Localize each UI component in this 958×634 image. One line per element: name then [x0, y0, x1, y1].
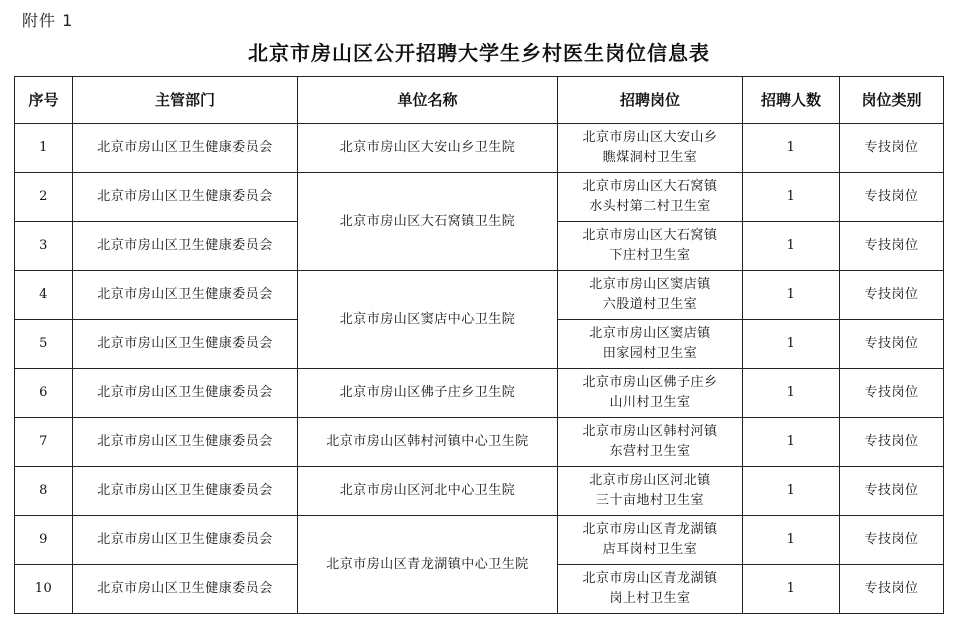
cell-count: 1	[743, 173, 840, 222]
cell-position	[558, 271, 743, 320]
header-unit: 单位名称	[298, 77, 558, 124]
cell-unit: 北京市房山区窦店中心卫生院	[298, 271, 558, 369]
table-header-row	[15, 77, 944, 124]
position-line-2: 岗上村卫生室	[609, 591, 691, 606]
position-line-2: 瞧煤洞村卫生室	[602, 150, 698, 165]
cell-unit: 北京市房山区大石窝镇卫生院	[298, 173, 558, 271]
position-line-1: 北京市房山区大石窝镇	[582, 179, 718, 194]
cell-seq: 1	[15, 124, 73, 173]
cell-count: 1	[743, 271, 840, 320]
cell-seq: 4	[15, 271, 73, 320]
cell-department: 北京市房山区卫生健康委员会	[73, 320, 298, 369]
positions-table	[14, 76, 944, 614]
position-line-1: 北京市房山区青龙湖镇	[582, 522, 718, 537]
cell-category: 专技岗位	[840, 516, 944, 565]
position-line-2: 店耳岗村卫生室	[602, 542, 698, 557]
cell-position	[558, 516, 743, 565]
cell-unit: 北京市房山区大安山乡卫生院	[298, 124, 558, 173]
cell-department: 北京市房山区卫生健康委员会	[73, 271, 298, 320]
cell-category: 专技岗位	[840, 467, 944, 516]
position-line-2: 三十亩地村卫生室	[595, 493, 704, 508]
position-line-1: 北京市房山区佛子庄乡	[582, 375, 718, 390]
cell-department: 北京市房山区卫生健康委员会	[73, 369, 298, 418]
cell-unit: 北京市房山区韩村河镇中心卫生院	[298, 418, 558, 467]
cell-position	[558, 467, 743, 516]
cell-count: 1	[743, 320, 840, 369]
position-line-1: 北京市房山区窦店镇	[589, 326, 711, 341]
cell-seq: 5	[15, 320, 73, 369]
cell-position	[558, 418, 743, 467]
cell-seq: 6	[15, 369, 73, 418]
header-count: 招聘人数	[743, 77, 840, 124]
cell-seq: 3	[15, 222, 73, 271]
table-row	[15, 271, 944, 320]
cell-count: 1	[743, 369, 840, 418]
table-row	[15, 467, 944, 516]
header-position: 招聘岗位	[558, 77, 743, 124]
cell-position	[558, 222, 743, 271]
cell-department: 北京市房山区卫生健康委员会	[73, 467, 298, 516]
cell-unit: 北京市房山区青龙湖镇中心卫生院	[298, 516, 558, 614]
header-category: 岗位类别	[840, 77, 944, 124]
position-line-1: 北京市房山区河北镇	[589, 473, 711, 488]
cell-category: 专技岗位	[840, 222, 944, 271]
annex-label: 附件 1	[22, 11, 74, 30]
cell-count: 1	[743, 467, 840, 516]
table-row	[15, 418, 944, 467]
cell-count: 1	[743, 418, 840, 467]
cell-position	[558, 320, 743, 369]
cell-category: 专技岗位	[840, 124, 944, 173]
cell-department: 北京市房山区卫生健康委员会	[73, 124, 298, 173]
cell-unit: 北京市房山区佛子庄乡卫生院	[298, 369, 558, 418]
cell-department: 北京市房山区卫生健康委员会	[73, 418, 298, 467]
cell-category: 专技岗位	[840, 565, 944, 614]
position-line-2: 下庄村卫生室	[609, 248, 691, 263]
position-line-1: 北京市房山区窦店镇	[589, 277, 711, 292]
position-line-1: 北京市房山区大石窝镇	[582, 228, 718, 243]
cell-position	[558, 369, 743, 418]
cell-count: 1	[743, 565, 840, 614]
position-line-2: 山川村卫生室	[609, 395, 691, 410]
cell-department: 北京市房山区卫生健康委员会	[73, 565, 298, 614]
cell-position	[558, 173, 743, 222]
table-row	[15, 369, 944, 418]
cell-category: 专技岗位	[840, 369, 944, 418]
cell-count: 1	[743, 222, 840, 271]
cell-category: 专技岗位	[840, 418, 944, 467]
cell-category: 专技岗位	[840, 320, 944, 369]
cell-department: 北京市房山区卫生健康委员会	[73, 222, 298, 271]
position-line-2: 六股道村卫生室	[602, 297, 698, 312]
cell-position	[558, 124, 743, 173]
cell-count: 1	[743, 124, 840, 173]
position-line-2: 东营村卫生室	[609, 444, 691, 459]
cell-category: 专技岗位	[840, 271, 944, 320]
cell-seq: 7	[15, 418, 73, 467]
position-line-2: 水头村第二村卫生室	[589, 199, 711, 214]
position-line-1: 北京市房山区青龙湖镇	[582, 571, 718, 586]
page-title: 北京市房山区公开招聘大学生乡村医生岗位信息表	[248, 41, 710, 65]
cell-seq: 2	[15, 173, 73, 222]
header-department: 主管部门	[73, 77, 298, 124]
table-row	[15, 516, 944, 565]
cell-department: 北京市房山区卫生健康委员会	[73, 516, 298, 565]
position-line-1: 北京市房山区大安山乡	[582, 130, 718, 145]
position-line-1: 北京市房山区韩村河镇	[582, 424, 718, 439]
cell-seq: 9	[15, 516, 73, 565]
cell-department: 北京市房山区卫生健康委员会	[73, 173, 298, 222]
header-seq: 序号	[15, 77, 73, 124]
cell-position	[558, 565, 743, 614]
cell-count: 1	[743, 516, 840, 565]
cell-unit: 北京市房山区河北中心卫生院	[298, 467, 558, 516]
cell-category: 专技岗位	[840, 173, 944, 222]
cell-seq: 10	[15, 565, 73, 614]
cell-seq: 8	[15, 467, 73, 516]
table-row	[15, 124, 944, 173]
position-line-2: 田家园村卫生室	[602, 346, 698, 361]
table-row	[15, 173, 944, 222]
